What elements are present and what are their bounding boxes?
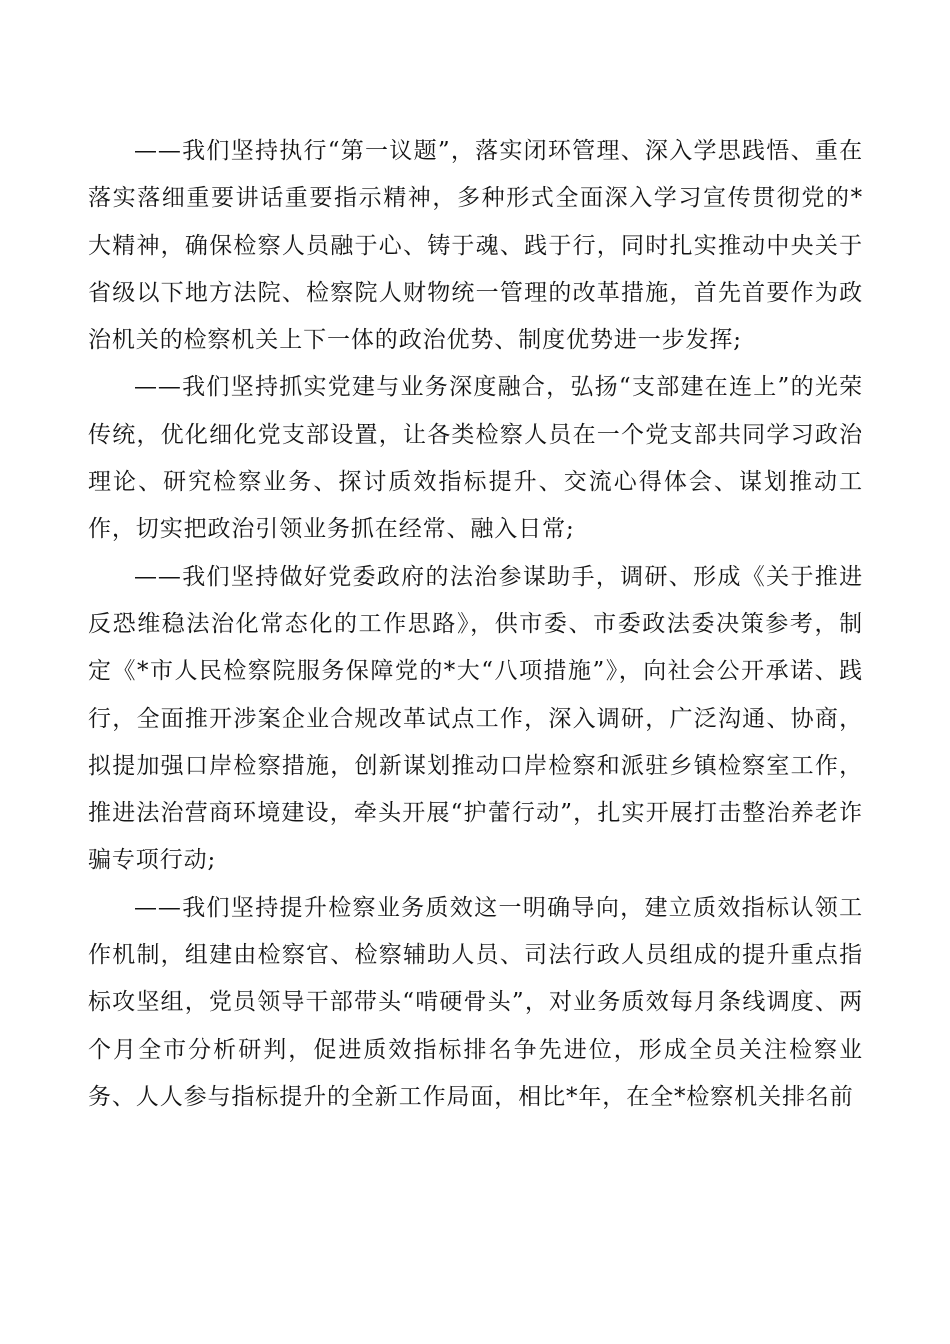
paragraph-quality-efficiency: ——我们坚持提升检察业务质效这一明确导向，建立质效指标认领工作机制，组建由检察官、检察辅助人员、司法行政人员组成的提升重点指标攻坚组，党员领导干部带头“啃硬骨头”，对业务质效每月条线调度、两个月全市分析研判，促进质效指标排名争先进位，形成全员关注检察业务、人人参与指标提升的全新工作局面，相比*年，在全*检察机关排名前 xyxy=(88,894,863,1110)
document-body xyxy=(88,128,863,1121)
paragraph-party-building: ——我们坚持抓实党建与业务深度融合，弘扬“支部建在连上”的光荣传统，优化细化党支部设置，让各类检察人员在一个党支部共同学习政治理论、研究检察业务、探讨质效指标提升、交流心得体会、谋划推动工作，切实把政治引领业务抓在经常、融入日常; xyxy=(88,374,863,543)
paragraph-legal-advisor: ——我们坚持做好党委政府的法治参谋助手，调研、形成《关于推进反恐维稳法治化常态化的工作思路》，供市委、市委政法委决策参考，制定《*市人民检察院服务保障党的*大“八项措施”》，向社会公开承诺、践行，全面推开涉案企业合规改革试点工作，深入调研，广泛沟通、协商，拟提加强口岸检察措施，创新谋划推动口岸检察和派驻乡镇检察室工作，推进法治营商环境建设，牵头开展“护蕾行动”，扎实开展打击整治养老诈骗专项行动; xyxy=(88,563,863,874)
paragraph-first-agenda: ——我们坚持执行“第一议题”，落实闭环管理、深入学思践悟、重在落实落细重要讲话重要指示精神，多种形式全面深入学习宣传贯彻党的*大精神，确保检察人员融于心、铸于魂、践于行，同时扎实推动中央关于省级以下地方法院、检察院人财物统一管理的改革措施，首先首要作为政治机关的检察机关上下一体的政治优势、制度优势进一步发挥; xyxy=(88,138,863,354)
